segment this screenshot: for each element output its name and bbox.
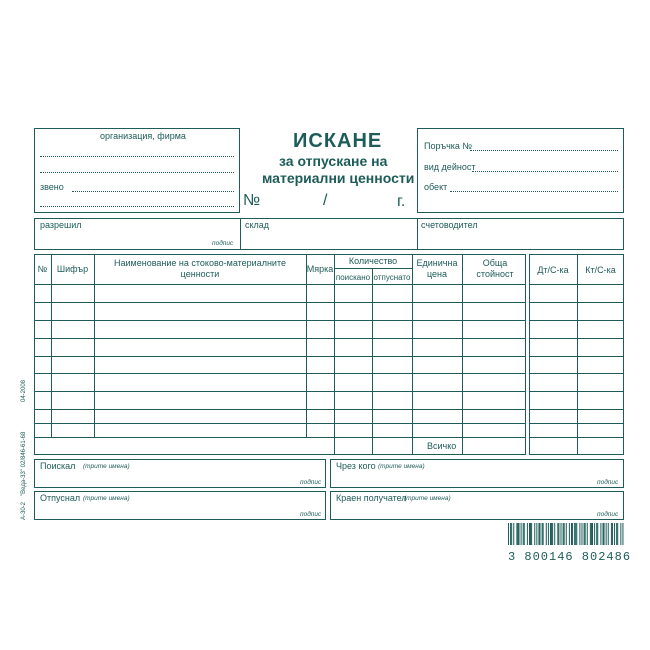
barcode-bar xyxy=(546,523,547,545)
barcode-bar xyxy=(569,523,570,545)
table-row-line xyxy=(529,423,624,424)
barcode-bar xyxy=(611,523,612,545)
side-print-date: 04-2008 xyxy=(21,379,27,402)
barcode-bar xyxy=(551,523,552,545)
barcode-bar xyxy=(608,523,609,545)
col-debit-header: Дт/С-ка xyxy=(537,265,569,275)
organization-label: организация, фирма xyxy=(100,131,186,141)
organization-line-3[interactable] xyxy=(40,206,234,207)
barcode-bar xyxy=(534,523,535,545)
barcode-bar xyxy=(524,523,525,545)
barcode-bar xyxy=(548,523,549,545)
form-subtitle-line2: материални ценности xyxy=(262,170,415,186)
barcode-bar xyxy=(563,523,564,545)
barcode-bar xyxy=(552,523,553,545)
barcode-bar xyxy=(614,523,615,545)
activity-label: вид дейност xyxy=(424,162,476,172)
table-row-line xyxy=(34,320,526,321)
accountant-label: счетоводител xyxy=(421,220,478,230)
barcode-bar xyxy=(575,523,576,545)
form-title: ИСКАНЕ xyxy=(293,130,383,152)
form-subtitle-line1: за отпускане на xyxy=(279,153,388,169)
via-label: Чрез кого xyxy=(336,461,376,471)
barcode-bar xyxy=(538,523,539,545)
barcode-bar xyxy=(516,523,517,545)
quantity-subheader-line xyxy=(334,268,412,269)
requested-by-hint: (трите имена) xyxy=(83,463,130,470)
barcode-bar xyxy=(540,523,541,545)
col-unit-header: Мярка xyxy=(306,264,334,274)
allowed-signature-hint: подпис xyxy=(212,240,234,247)
barcode-bar xyxy=(572,523,573,545)
col-name-header: Наименование на стоково-материалните ценности xyxy=(114,258,286,279)
barcode-bar xyxy=(527,523,528,545)
table-row-line xyxy=(529,373,624,374)
side-printer-info: "Веда-33" 02/846-61-68 xyxy=(21,431,27,496)
table-row-line xyxy=(34,338,526,339)
barcode-bar xyxy=(596,523,597,545)
warehouse-label: склад xyxy=(245,220,270,230)
barcode-bar xyxy=(550,523,551,545)
barcode-bar xyxy=(554,523,555,545)
barcode-bar xyxy=(591,523,592,545)
object-line[interactable] xyxy=(450,191,618,192)
barcode-bar xyxy=(521,523,522,545)
released-by-hint: (трите имена) xyxy=(83,495,130,502)
col-no-header: № xyxy=(37,264,48,274)
barcode-bar xyxy=(616,523,617,545)
barcode-bar xyxy=(557,523,558,545)
barcode-bar xyxy=(530,523,531,545)
barcode xyxy=(508,523,631,564)
table-row-line xyxy=(529,338,624,339)
barcode-bar xyxy=(564,523,565,545)
barcode-bar xyxy=(617,523,618,545)
total-label: Всичко xyxy=(427,441,457,451)
barcode-bar xyxy=(597,523,598,545)
via-sign: подпис xyxy=(597,479,619,486)
col-code-header: Шифър xyxy=(56,264,89,274)
header-bottom-line xyxy=(529,284,624,285)
col-issued-header: отпуснато xyxy=(373,273,411,282)
requested-by-sign: подпис xyxy=(300,479,322,486)
barcode-bar xyxy=(582,523,583,545)
barcode-bar xyxy=(536,523,537,545)
barcode-bar xyxy=(574,523,575,545)
col-unit-price-header: Единична цена xyxy=(416,258,458,279)
order-label: Поръчка № xyxy=(424,141,473,151)
barcode-bar xyxy=(590,523,591,545)
col-credit-header: Кт/С-ка xyxy=(585,265,616,275)
requested-by-box xyxy=(34,459,326,488)
total-row-line xyxy=(34,437,526,438)
requested-by-label: Поискал xyxy=(40,461,76,471)
number-slash: / xyxy=(323,192,328,209)
header-bottom-line xyxy=(34,284,526,285)
approvals-box xyxy=(34,218,624,250)
object-label: обект xyxy=(424,182,448,192)
barcode-bar xyxy=(531,523,532,545)
barcode-bars xyxy=(508,523,624,545)
barcode-bar xyxy=(587,523,588,545)
barcode-bar xyxy=(584,523,585,545)
approvals-divider-2 xyxy=(417,218,418,250)
activity-line[interactable] xyxy=(472,171,618,172)
total-row-line xyxy=(529,437,624,438)
number-sign: № xyxy=(243,192,261,209)
via-hint: (трите имена) xyxy=(378,463,425,470)
table-row-line xyxy=(529,320,624,321)
receiver-hint: (трите имена) xyxy=(404,495,451,502)
barcode-bar xyxy=(561,523,562,545)
receiver-sign: подпис xyxy=(597,511,619,518)
table-row-line xyxy=(529,356,624,357)
table-vline xyxy=(372,268,373,455)
table-row-line xyxy=(34,409,526,410)
barcode-bar xyxy=(576,523,577,545)
table-row-line xyxy=(34,356,526,357)
barcode-bar xyxy=(620,523,621,545)
barcode-bar xyxy=(508,523,509,545)
barcode-bar xyxy=(606,523,607,545)
table-row-line xyxy=(34,302,526,303)
barcode-bar xyxy=(517,523,518,545)
col-total-value-header: Обща стойност xyxy=(476,258,514,279)
barcode-bar xyxy=(592,523,593,545)
year-suffix: г. xyxy=(397,193,406,210)
barcode-digits: 3 800146 802486 xyxy=(508,550,632,564)
table-row-line xyxy=(34,423,526,424)
barcode-bar xyxy=(604,523,605,545)
released-by-label: Отпуснал xyxy=(40,493,81,503)
col-quantity-header: Количество xyxy=(348,256,398,266)
barcode-bar xyxy=(510,523,511,545)
organization-line-2[interactable] xyxy=(40,172,234,173)
table-row-line xyxy=(529,409,624,410)
barcode-bar xyxy=(603,523,604,545)
barcode-bar xyxy=(594,523,595,545)
organization-line-1[interactable] xyxy=(40,156,234,157)
table-row-line xyxy=(529,391,624,392)
barcode-bar xyxy=(579,523,580,545)
barcode-bar xyxy=(543,523,544,545)
table-row-line xyxy=(529,302,624,303)
barcode-bar xyxy=(529,523,530,545)
table-row-line xyxy=(34,373,526,374)
barcode-bar xyxy=(600,523,601,545)
released-by-sign: подпис xyxy=(300,511,322,518)
side-form-code: А-30-2 xyxy=(21,501,27,520)
barcode-bar xyxy=(523,523,524,545)
barcode-bar xyxy=(612,523,613,545)
allowed-label: разрешил xyxy=(40,220,82,230)
barcode-bar xyxy=(566,523,567,545)
barcode-bar xyxy=(542,523,543,545)
barcode-bar xyxy=(519,523,520,545)
approvals-divider-1 xyxy=(240,218,241,250)
barcode-bar xyxy=(622,523,623,545)
barcode-bar xyxy=(513,523,514,545)
barcode-bar xyxy=(585,523,586,545)
barcode-bar xyxy=(511,523,512,545)
receiver-label: Краен получател xyxy=(336,493,407,503)
barcode-bar xyxy=(571,523,572,545)
unit-label: звено xyxy=(40,182,64,192)
order-line[interactable] xyxy=(470,150,618,151)
table-row-line xyxy=(34,391,526,392)
col-requested-header: поискано xyxy=(335,273,371,282)
unit-line[interactable] xyxy=(72,191,234,192)
barcode-bar xyxy=(558,523,559,545)
